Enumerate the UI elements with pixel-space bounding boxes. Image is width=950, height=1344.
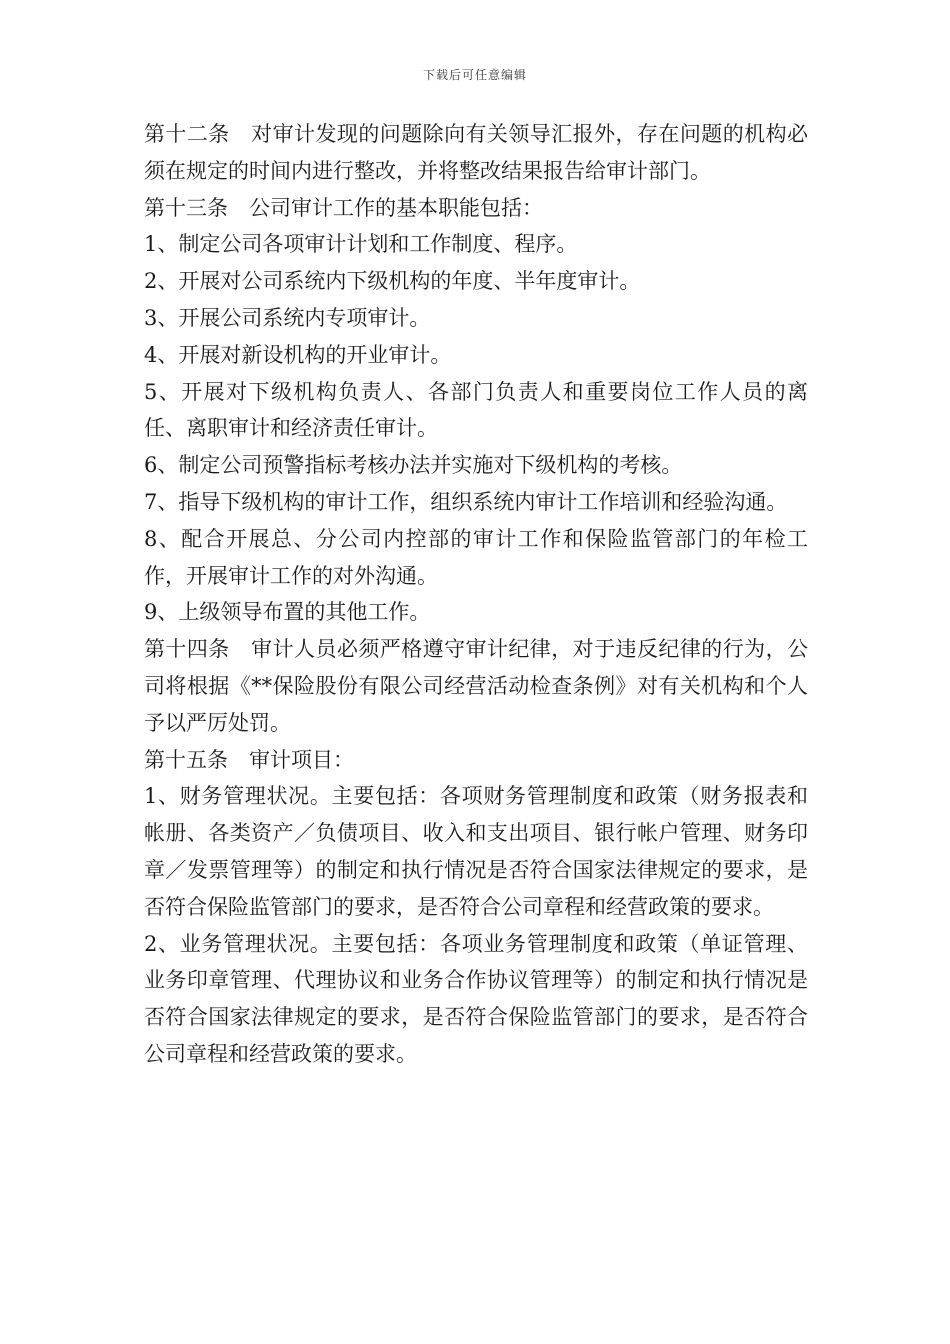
page-header-note: 下载后可任意编辑 [422, 68, 527, 82]
article-15-item-2: 2、业务管理状况。主要包括：各项业务管理制度和政策（单证管理、业务印章管理、代理协议和业务合作协议管理等）的制定和执行情况是否符合国家法律规定的要求，是否符合保险监管部门的要求，是否符合公司章程和经营政策的要求。 [144, 931, 808, 1066]
article-13: 第十三条 公司审计工作的基本职能包括： [144, 195, 543, 220]
article-14: 第十四条 审计人员必须严格遵守审计纪律，对于违反纪律的行为，公司将根据《**保险股份有限公司经营活动检查条例》对有关机构和个人予以严厉处罚。 [144, 637, 808, 735]
article-15-item-1: 1、财务管理状况。主要包括：各项财务管理制度和政策（财务报表和帐册、各类资产／负债项目、收入和支出项目、银行帐户管理、财务印章／发票管理等）的制定和执行情况是否符合国家法律规定的要求，是否符合保险监管部门的要求，是否符合公司章程和经营政策的要求。 [144, 784, 808, 919]
article-13-item-9: 9、上级领导布置的其他工作。 [144, 600, 431, 625]
article-13-item-3: 3、开展公司系统内专项审计。 [144, 305, 431, 330]
article-13-item-6: 6、制定公司预警指标考核办法并实施对下级机构的考核。 [144, 453, 683, 478]
article-13-item-8: 8、配合开展总、分公司内控部的审计工作和保险监管部门的年检工作，开展审计工作的对外沟通。 [144, 526, 808, 588]
article-13-item-5: 5、开展对下级机构负责人、各部门负责人和重要岗位工作人员的离任、离职审计和经济责任审计。 [144, 379, 808, 441]
article-13-item-2: 2、开展对公司系统内下级机构的年度、半年度审计。 [144, 269, 641, 294]
article-12: 第十二条 对审计发现的问题除向有关领导汇报外，存在问题的机构必须在规定的时间内进行整改，并将整改结果报告给审计部门。 [144, 122, 808, 183]
article-13-item-7: 7、指导下级机构的审计工作，组织系统内审计工作培训和经验沟通。 [144, 489, 788, 514]
article-13-item-1: 1、制定公司各项审计计划和工作制度、程序。 [144, 232, 578, 257]
article-15: 第十五条 审计项目： [144, 747, 354, 772]
document-body [144, 116, 808, 1073]
article-13-item-4: 4、开展对新设机构的开业审计。 [144, 342, 452, 367]
